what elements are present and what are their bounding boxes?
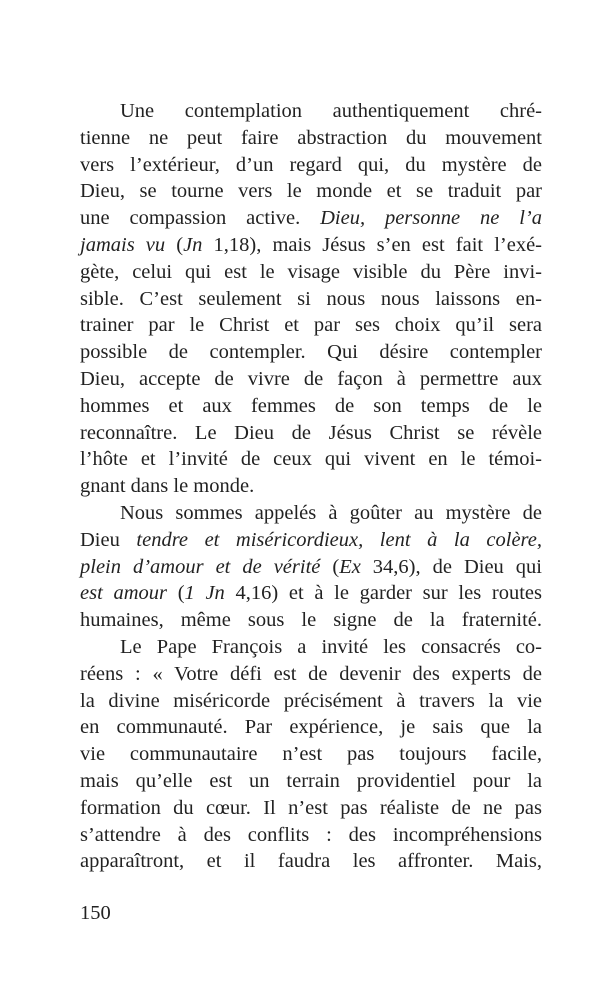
text-line	[80, 232, 542, 259]
text-segment: apparaîtront, et il faudra les affronter. Mais,	[80, 850, 542, 873]
text-segment: Dieu, accepte de vivre de façon à permettre aux	[80, 367, 542, 390]
text-segment: 1,18), mais Jésus s’en est fait l’exé-	[202, 233, 542, 256]
text-segment: sible. C’est seulement si nous nous laissons en-	[80, 287, 542, 310]
text-line	[80, 580, 542, 607]
text-segment: Nous sommes appelés à goûter au mystère de	[120, 501, 542, 524]
text-line	[80, 312, 542, 339]
text-line	[80, 741, 542, 768]
text-segment: la divine miséricorde précisément à travers la vie	[80, 689, 542, 712]
text-line	[80, 205, 542, 232]
text-segment: une compassion active.	[80, 207, 321, 230]
text-line	[80, 768, 542, 795]
text-segment: tienne ne peut faire abstraction du mouvement	[80, 126, 542, 149]
text-segment: (	[167, 582, 185, 605]
text-segment: Dieu	[80, 528, 137, 551]
text-line	[80, 339, 542, 366]
text-segment: reconnaître. Le Dieu de Jésus Christ se révèle	[80, 421, 542, 444]
text-line	[80, 714, 542, 741]
text-segment: 34,6), de Dieu qui	[360, 555, 542, 578]
text-segment: Le Pape François a invité les consacrés co-	[120, 635, 542, 658]
text-segment: humaines, même sous le signe de la fraternité.	[80, 609, 542, 632]
text-segment: vie communautaire n’est pas toujours facile,	[80, 743, 542, 766]
text-line	[80, 554, 542, 581]
text-line	[80, 286, 542, 313]
text-segment: (	[165, 233, 184, 256]
text-line	[80, 446, 542, 473]
text-line	[80, 661, 542, 688]
italic-text: Ex	[339, 555, 361, 578]
text-segment: formation du cœur. Il n’est pas réaliste de ne pas	[80, 796, 542, 819]
text-segment: gnant dans le monde.	[80, 475, 255, 498]
text-line	[80, 795, 542, 822]
italic-text: est amour	[80, 582, 167, 605]
text-segment: 4,16) et à le garder sur les routes	[224, 582, 542, 605]
italic-text: tendre et miséricordieux, lent à la colère,	[136, 528, 542, 551]
text-line	[80, 178, 542, 205]
text-line	[80, 152, 542, 179]
italic-text: jamais vu	[80, 233, 166, 256]
text-segment: possible de contempler. Qui désire contempler	[80, 341, 542, 364]
italic-text: Jn	[183, 233, 203, 256]
text-line	[80, 822, 542, 849]
text-line	[80, 125, 542, 152]
text-segment: en communauté. Par expérience, je sais que la	[80, 716, 542, 739]
text-line	[80, 420, 542, 447]
text-segment: hommes et aux femmes de son temps de le	[80, 394, 542, 417]
text-line	[80, 500, 542, 527]
text-line	[80, 259, 542, 286]
text-segment: (	[320, 555, 340, 578]
text-segment: vers l’extérieur, d’un regard qui, du mystère de	[80, 153, 542, 176]
text-line	[80, 607, 542, 634]
text-line	[80, 634, 542, 661]
text-line	[80, 848, 542, 875]
text-line	[80, 98, 542, 125]
text-segment: gète, celui qui est le visage visible du Père invi-	[80, 260, 542, 283]
text-line	[80, 527, 542, 554]
text-segment: trainer par le Christ et par ses choix qu’il sera	[80, 314, 542, 337]
text-segment: l’hôte et l’invité de ceux qui vivent en le témoi-	[80, 448, 542, 471]
text-line	[80, 366, 542, 393]
text-segment: Une contemplation authentiquement chré-	[120, 100, 542, 122]
page-number: 150	[80, 902, 111, 924]
text-segment: mais qu’elle est un terrain providentiel pour la	[80, 769, 542, 792]
italic-text: plein d’amour et de vérité	[80, 555, 321, 578]
text-line	[80, 688, 542, 715]
italic-text: Dieu, personne ne l’a	[320, 207, 542, 230]
text-line	[80, 473, 542, 500]
text-segment: réens : « Votre défi est de devenir des experts de	[80, 662, 542, 685]
text-segment: s’attendre à des conflits : des incompréhensions	[80, 823, 542, 846]
text-segment: Dieu, se tourne vers le monde et se traduit par	[80, 180, 542, 203]
text-line	[80, 393, 542, 420]
italic-text: 1 Jn	[184, 582, 225, 605]
body-text	[80, 98, 542, 875]
